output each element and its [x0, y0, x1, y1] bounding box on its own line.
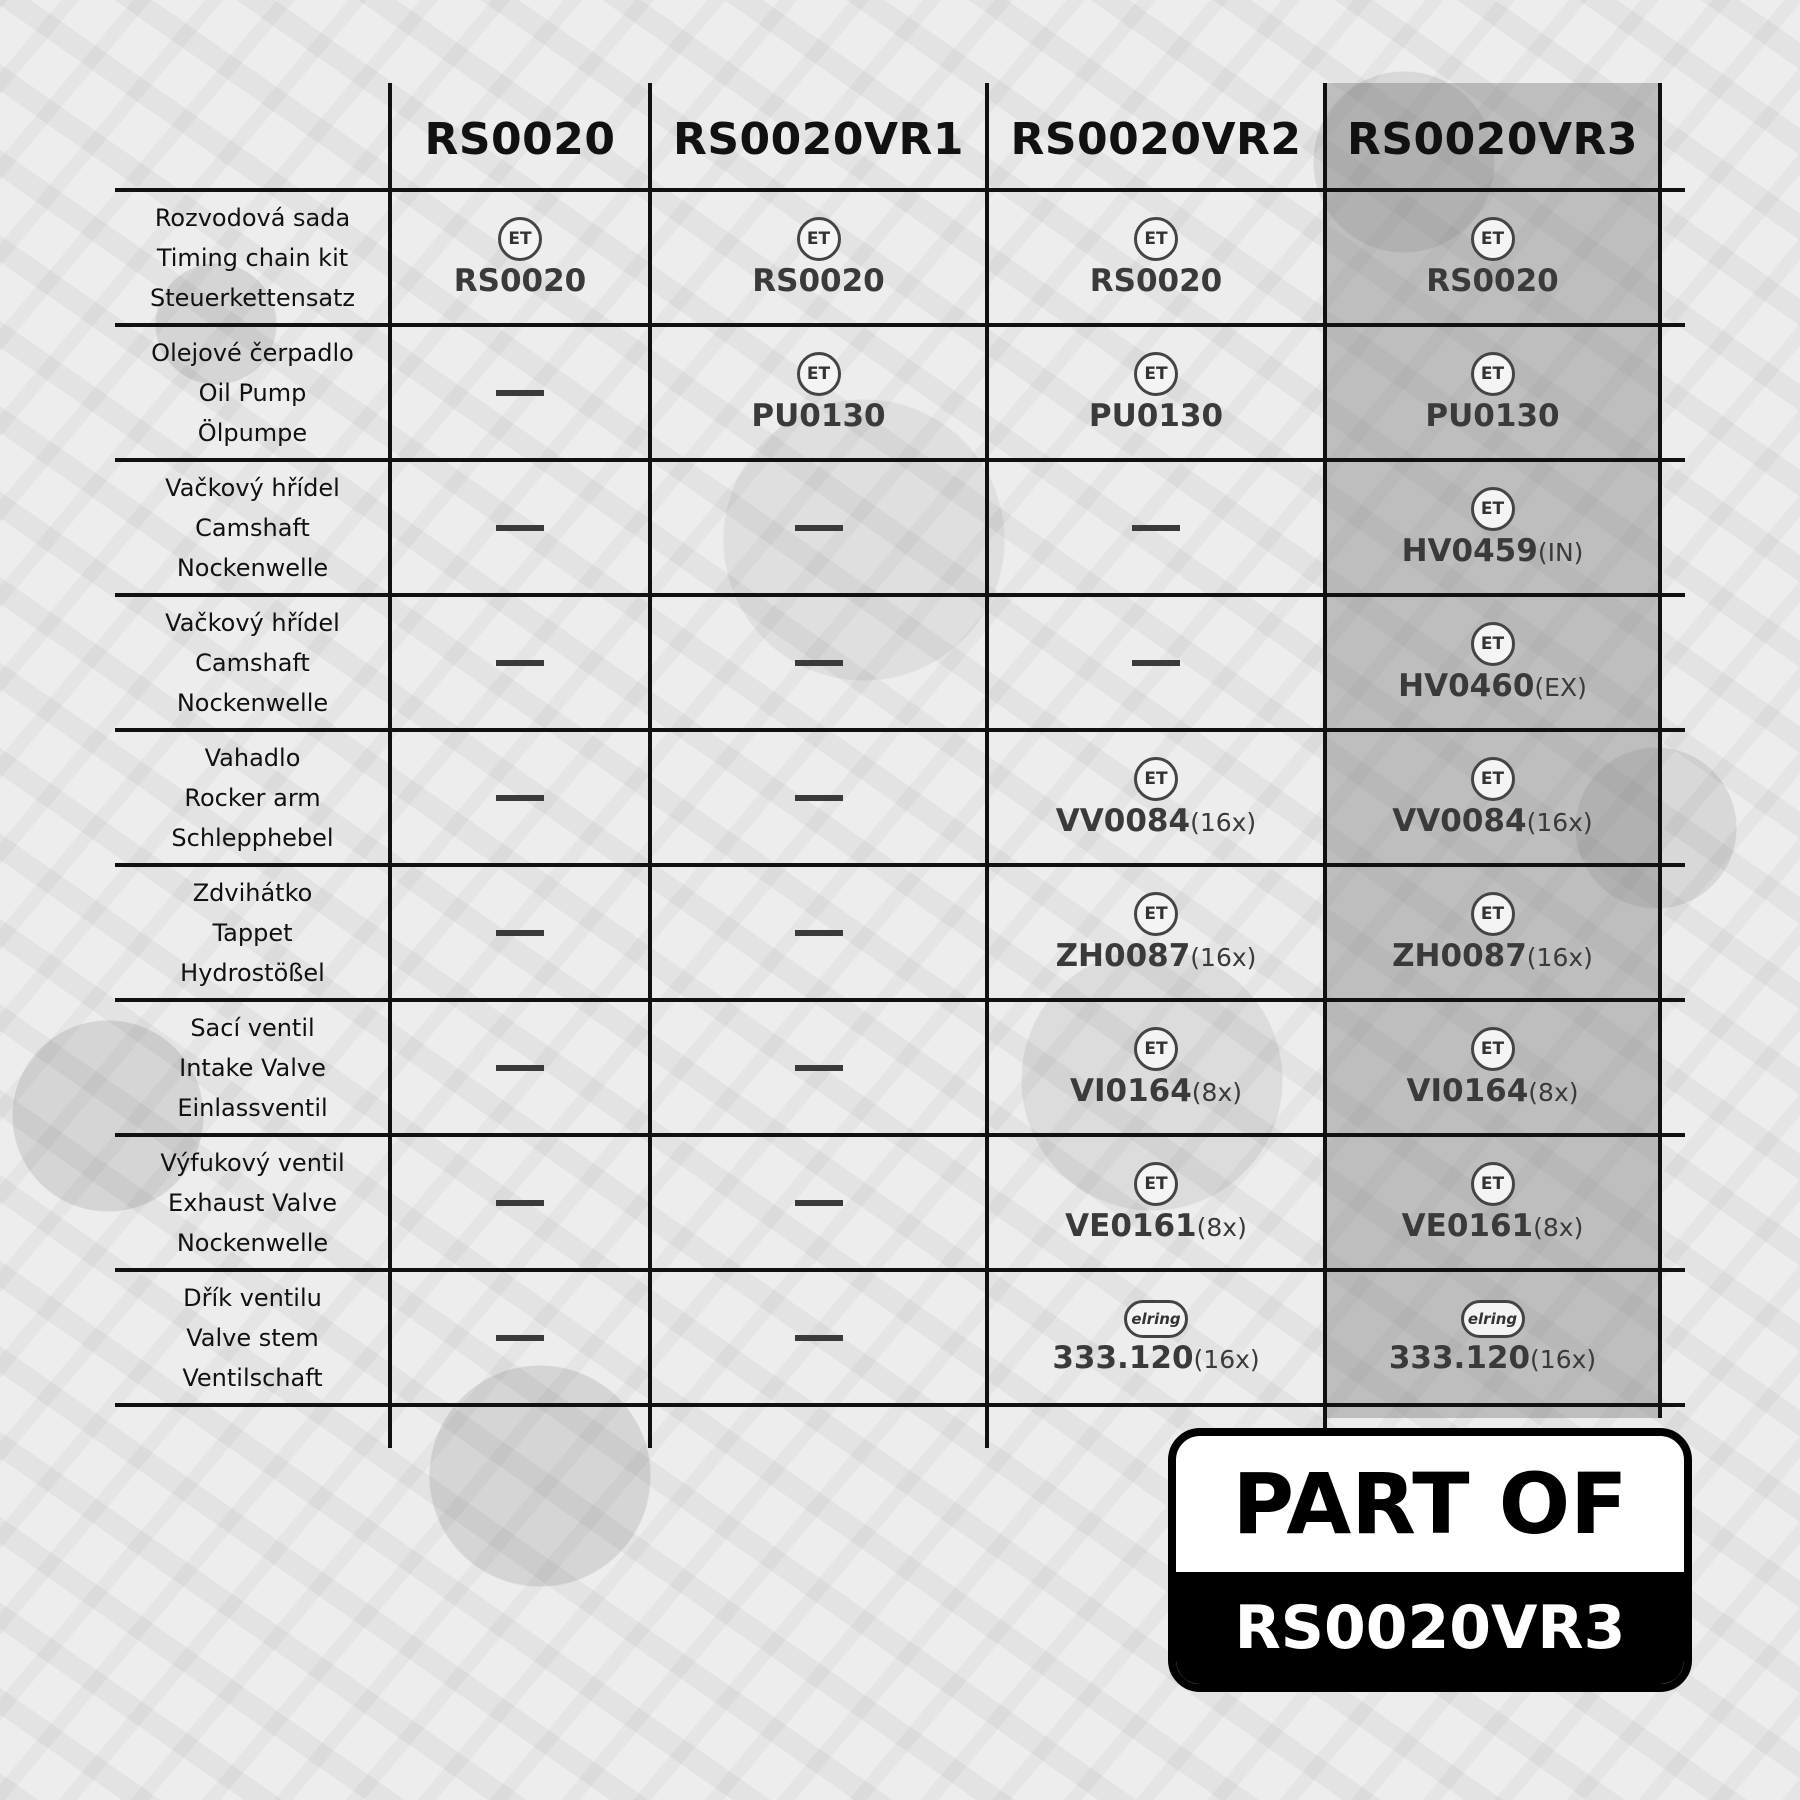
column-header-rs0020vr1: RS0020VR1 — [672, 114, 965, 165]
part-number — [1402, 533, 1584, 569]
column-header-rs0020vr2: RS0020VR2 — [1010, 114, 1302, 165]
part-quantity: (16x) — [1193, 1344, 1260, 1374]
row-label — [115, 1135, 390, 1270]
table-cell — [390, 460, 650, 595]
row-label-line: Exhaust Valve — [168, 1188, 337, 1217]
row-label-line: Camshaft — [195, 513, 310, 542]
column-header-rs0020vr3: RS0020VR3 — [1346, 114, 1639, 165]
not-included-dash — [496, 1065, 544, 1071]
part-quantity: (16x) — [1530, 1344, 1597, 1374]
part-quantity: (8x) — [1528, 1077, 1579, 1107]
part-number — [1392, 938, 1593, 974]
part-code: HV0460 — [1398, 667, 1535, 704]
column-header-rs0020: RS0020 — [424, 114, 616, 165]
not-included-dash — [496, 795, 544, 801]
et-logo-icon: ET — [1471, 892, 1515, 936]
row-label-line: Timing chain kit — [156, 243, 349, 272]
et-logo-icon: ET — [1471, 352, 1515, 396]
part-quantity: (16x) — [1526, 807, 1593, 837]
part-of-label: PART OF — [1232, 1455, 1628, 1553]
part-number — [1089, 398, 1223, 434]
not-included-dash — [496, 1200, 544, 1206]
row-label — [115, 595, 390, 730]
table-cell — [650, 1270, 987, 1405]
part-code: HV0459 — [1401, 532, 1538, 569]
table-cell — [650, 460, 987, 595]
table-cell — [390, 325, 650, 460]
et-logo-icon: ET — [1471, 487, 1515, 531]
table-cell — [987, 730, 1325, 865]
part-number — [1398, 668, 1587, 704]
row-label-line: Einlassventil — [177, 1093, 328, 1122]
row-label-line: Vačkový hřídel — [165, 608, 340, 637]
row-label — [115, 730, 390, 865]
row-label-line: Intake Valve — [179, 1053, 326, 1082]
part-number — [1389, 1340, 1596, 1376]
table-cell — [987, 1270, 1325, 1405]
part-number — [1090, 263, 1222, 299]
not-included-dash — [496, 930, 544, 936]
part-quantity: (EX) — [1534, 672, 1587, 702]
row-label-line: Camshaft — [195, 648, 310, 677]
row-label-line: Výfukový ventil — [160, 1148, 345, 1177]
part-number — [751, 398, 885, 434]
part-code: VV0084 — [1055, 802, 1191, 839]
row-label-line: Olejové čerpadlo — [151, 338, 354, 367]
row-label-line: Ventilschaft — [182, 1363, 323, 1392]
et-logo-icon: ET — [1471, 1162, 1515, 1206]
et-logo-icon: ET — [797, 352, 841, 396]
et-logo-icon: ET — [797, 217, 841, 261]
table-cell — [650, 190, 987, 325]
elring-logo-icon: elring — [1461, 1300, 1525, 1338]
not-included-dash — [795, 1065, 843, 1071]
table-cell — [987, 1000, 1325, 1135]
part-number — [1426, 263, 1558, 299]
part-quantity: (16x) — [1190, 807, 1257, 837]
part-of-badge — [1168, 1428, 1692, 1692]
table-cell — [650, 595, 987, 730]
table-cell — [1325, 460, 1660, 595]
part-code: ZH0087 — [1392, 937, 1527, 974]
row-label — [115, 1000, 390, 1135]
table-cell — [650, 730, 987, 865]
not-included-dash — [496, 1335, 544, 1341]
not-included-dash — [795, 525, 843, 531]
part-code: PU0130 — [1425, 397, 1560, 434]
et-logo-icon: ET — [1471, 757, 1515, 801]
part-number — [1056, 938, 1257, 974]
table-cell — [650, 1135, 987, 1270]
part-number — [1052, 1340, 1259, 1376]
part-code: ZH0087 — [1055, 937, 1191, 974]
row-label — [115, 865, 390, 1000]
row-label-line: Nockenwelle — [176, 688, 329, 717]
table-cell — [390, 595, 650, 730]
part-quantity: (16x) — [1526, 942, 1593, 972]
part-number — [1402, 1208, 1584, 1244]
row-label-line: Rozvodová sada — [154, 203, 351, 232]
et-logo-icon: ET — [1134, 1162, 1178, 1206]
table-cell — [390, 190, 650, 325]
row-label — [115, 325, 390, 460]
table-cell — [390, 865, 650, 1000]
part-code: VI0164 — [1406, 1072, 1529, 1109]
part-number — [752, 263, 884, 299]
table-cell — [1325, 325, 1660, 460]
part-code: RS0020 — [1426, 262, 1559, 299]
table-cell — [987, 595, 1325, 730]
part-number — [1056, 803, 1256, 839]
row-label-line: Tappet — [212, 918, 293, 947]
part-quantity: (IN) — [1537, 537, 1584, 567]
row-label — [115, 190, 390, 325]
not-included-dash — [795, 1335, 843, 1341]
table-cell — [390, 1270, 650, 1405]
part-quantity: (16x) — [1190, 942, 1257, 972]
not-included-dash — [795, 1200, 843, 1206]
et-logo-icon: ET — [1471, 217, 1515, 261]
not-included-dash — [496, 660, 544, 666]
table-cell — [1325, 190, 1660, 325]
et-logo-icon: ET — [1471, 622, 1515, 666]
part-number — [1392, 803, 1592, 839]
et-logo-icon: ET — [1134, 352, 1178, 396]
table-cell — [650, 865, 987, 1000]
table-cell — [1325, 1270, 1660, 1405]
part-quantity: (8x) — [1191, 1077, 1243, 1107]
row-label-line: Dřík ventilu — [183, 1283, 322, 1312]
row-label-line: Nockenwelle — [176, 553, 329, 582]
part-code: VE0161 — [1065, 1207, 1197, 1244]
part-code: RS0020 — [1089, 262, 1223, 299]
et-logo-icon: ET — [1134, 892, 1178, 936]
row-label-line: Nockenwelle — [176, 1228, 329, 1257]
row-label — [115, 1270, 390, 1405]
et-logo-icon: ET — [1134, 757, 1178, 801]
part-quantity: (8x) — [1533, 1212, 1584, 1242]
not-included-dash — [496, 390, 544, 396]
table-cell — [390, 1135, 650, 1270]
et-logo-icon: ET — [498, 217, 542, 261]
part-code: PU0130 — [751, 397, 886, 434]
row-label-line: Ölpumpe — [197, 418, 308, 447]
table-cell — [1325, 865, 1660, 1000]
table-cell — [1325, 730, 1660, 865]
et-logo-icon: ET — [1471, 1027, 1515, 1071]
table-cell — [390, 1000, 650, 1135]
part-code: 333.120 — [1052, 1339, 1194, 1376]
not-included-dash — [496, 525, 544, 531]
row-label-line: Zdvihátko — [192, 878, 313, 907]
table-cell — [987, 190, 1325, 325]
table-cell — [650, 325, 987, 460]
part-code: VE0161 — [1401, 1207, 1534, 1244]
row-label-line: Vahadlo — [204, 743, 301, 772]
table-cell — [1325, 1000, 1660, 1135]
row-label-line: Rocker arm — [184, 783, 321, 812]
part-number — [454, 263, 586, 299]
et-logo-icon: ET — [1134, 1027, 1178, 1071]
part-quantity: (8x) — [1196, 1212, 1247, 1242]
row-label-line: Steuerkettensatz — [149, 283, 356, 312]
part-code: VI0164 — [1069, 1072, 1192, 1109]
not-included-dash — [1132, 525, 1180, 531]
row-label-line: Hydrostößel — [180, 958, 325, 987]
table-cell — [987, 865, 1325, 1000]
table-cell — [1325, 595, 1660, 730]
part-code: RS0020 — [752, 262, 885, 299]
elring-logo-icon: elring — [1124, 1300, 1188, 1338]
part-code: RS0020 — [453, 262, 587, 299]
not-included-dash — [795, 660, 843, 666]
not-included-dash — [795, 795, 843, 801]
row-label — [115, 460, 390, 595]
table-cell — [987, 1135, 1325, 1270]
table-cell — [987, 460, 1325, 595]
row-label-line: Vačkový hřídel — [165, 473, 340, 502]
row-label-line: Oil Pump — [198, 378, 307, 407]
part-number — [1425, 398, 1559, 434]
row-label-line: Schlepphebel — [171, 823, 334, 852]
not-included-dash — [795, 930, 843, 936]
part-number — [1065, 1208, 1247, 1244]
not-included-dash — [1132, 660, 1180, 666]
part-number — [1406, 1073, 1578, 1109]
part-number — [1070, 1073, 1242, 1109]
row-label-line: Sací ventil — [190, 1013, 315, 1042]
part-code: 333.120 — [1388, 1339, 1531, 1376]
table-cell — [987, 325, 1325, 460]
table-cell — [650, 1000, 987, 1135]
part-code: PU0130 — [1088, 397, 1224, 434]
row-label-line: Valve stem — [186, 1323, 319, 1352]
table-cell — [390, 730, 650, 865]
table-cell — [1325, 1135, 1660, 1270]
part-of-code: RS0020VR3 — [1176, 1572, 1684, 1684]
et-logo-icon: ET — [1134, 217, 1178, 261]
part-code: VV0084 — [1392, 802, 1527, 839]
